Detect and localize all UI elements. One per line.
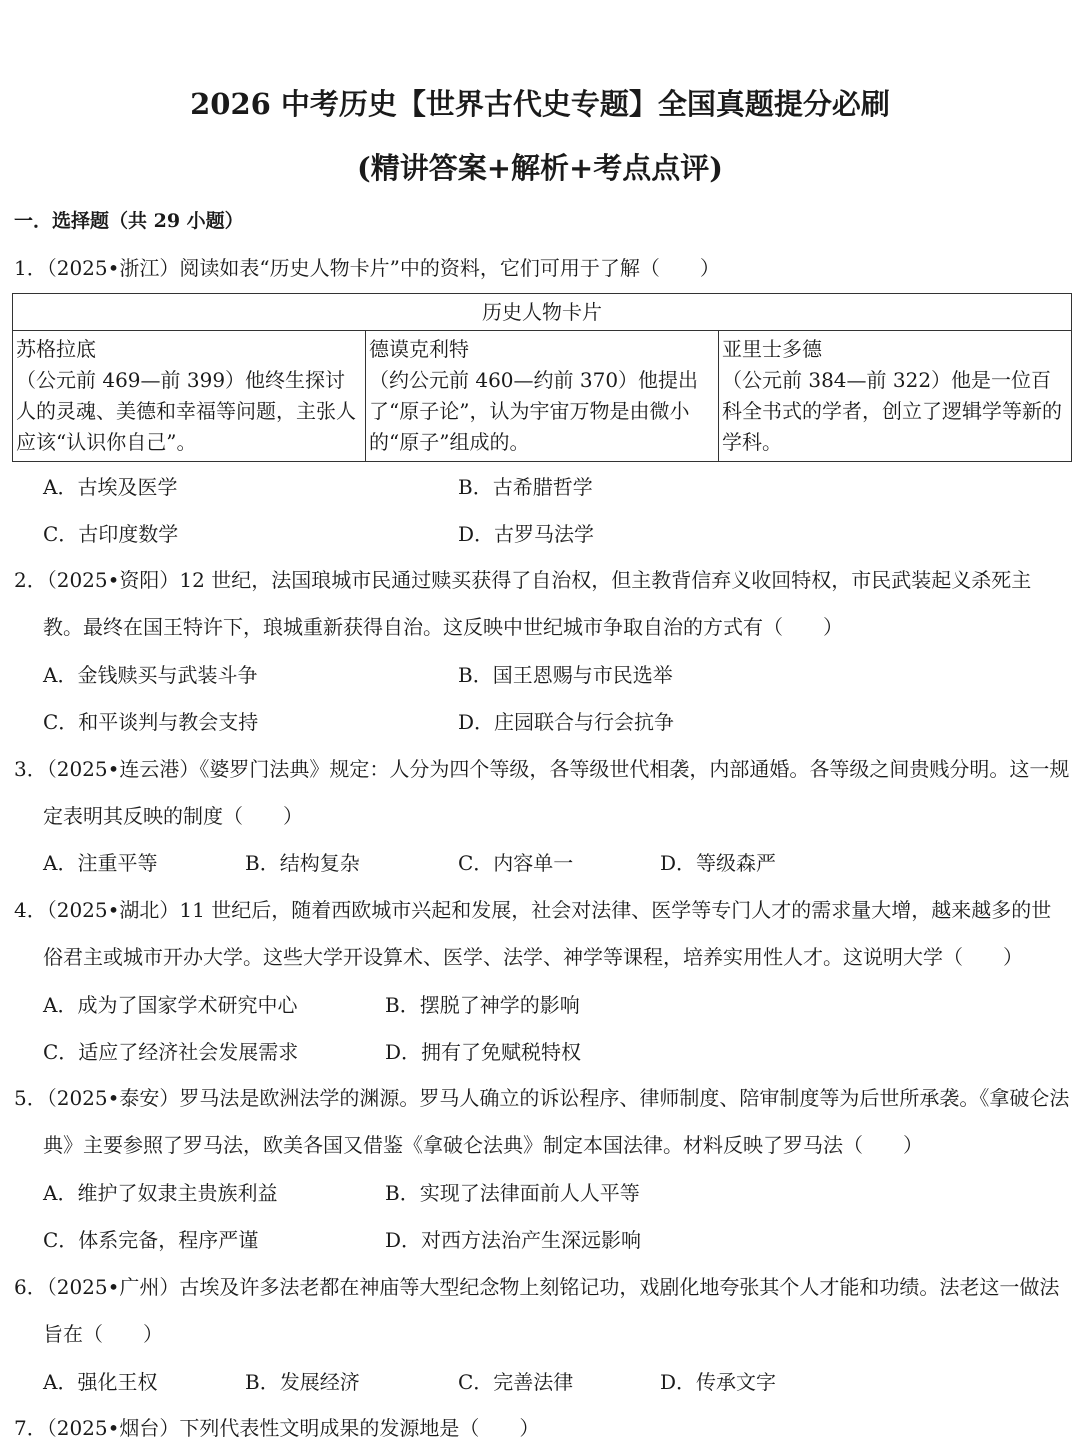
table-cell-democritus xyxy=(366,331,719,462)
q5-option-a[interactable]: A．维护了奴隶主贵族利益 xyxy=(43,1181,278,1205)
question-6-stem: 6．（2025•广州）古埃及许多法老都在神庙等大型纪念物上刻铭记功，戏剧化地夸张其个人才能和功绩。法老这一做法旨在（ ） xyxy=(14,1275,1060,1346)
figure-name: 亚里士多德 xyxy=(722,337,822,361)
figure-name: 德谟克利特 xyxy=(369,337,469,361)
figure-description: （公元前 384—前 322）他是一位百科全书式的学者，创立了逻辑学等新的学科。 xyxy=(722,368,1062,454)
figure-name: 苏格拉底 xyxy=(16,337,96,361)
figure-description: （约公元前 460—约前 370）他提出了“原子论”，认为宇宙万物是由微小的“原子”组成的。 xyxy=(369,368,699,454)
page-title: 2026 中考历史【世界古代史专题】全国真题提分必刷 xyxy=(190,87,890,121)
q3-option-a[interactable]: A．注重平等 xyxy=(43,851,158,875)
q4-option-a[interactable]: A．成为了国家学术研究中心 xyxy=(43,993,298,1017)
question-3-stem: 3．（2025•连云港）《婆罗门法典》规定：人分为四个等级，各等级世代相袭，内部通婚。各等级之间贵贱分明。这一规定表明其反映的制度（ ） xyxy=(14,757,1070,828)
section-heading: 一．选择题（共 29 小题） xyxy=(14,210,244,232)
q5-option-b[interactable]: B．实现了法律面前人人平等 xyxy=(385,1181,640,1205)
q6-option-c[interactable]: C．完善法律 xyxy=(458,1370,574,1394)
q1-option-c[interactable]: C．古印度数学 xyxy=(43,522,179,546)
q3-option-d[interactable]: D．等级森严 xyxy=(660,851,777,875)
q6-option-d[interactable]: D．传承文字 xyxy=(660,1370,777,1394)
question-1-stem: 1．（2025•浙江）阅读如表“历史人物卡片”中的资料，它们可用于了解（ ） xyxy=(14,256,720,280)
table-title: 历史人物卡片 xyxy=(13,294,1072,331)
q3-option-c[interactable]: C．内容单一 xyxy=(458,851,574,875)
q1-option-d[interactable]: D．古罗马法学 xyxy=(458,522,595,546)
page-subtitle: (精讲答案+解析+考点点评) xyxy=(356,151,724,185)
q2-option-d[interactable]: D．庄园联合与行会抗争 xyxy=(458,710,675,734)
question-2-stem: 2．（2025•资阳）12 世纪，法国琅城市民通过赎买获得了自治权，但主教背信弃义收回特权，市民武装起义杀死主教。最终在国王特许下，琅城重新获得自治。这反映中世纪城市争取自治的方式有（ ） xyxy=(14,568,1032,639)
q4-option-c[interactable]: C．适应了经济社会发展需求 xyxy=(43,1040,299,1064)
question-7-stem: 7．（2025•烟台）下列代表性文明成果的发源地是（ ） xyxy=(14,1416,540,1440)
table-cell-aristotle xyxy=(719,331,1072,462)
q5-option-c[interactable]: C．体系完备，程序严谨 xyxy=(43,1228,259,1252)
figure-description: （公元前 469—前 399）他终生探讨人的灵魂、美德和幸福等问题，主张人应该“认识你自己”。 xyxy=(16,368,356,454)
q2-option-a[interactable]: A．金钱赎买与武装斗争 xyxy=(43,663,258,687)
q2-option-b[interactable]: B．国王恩赐与市民选举 xyxy=(458,663,673,687)
table-cell-socrates xyxy=(13,331,366,462)
q1-option-a[interactable]: A．古埃及医学 xyxy=(43,475,178,499)
q6-option-a[interactable]: A．强化王权 xyxy=(43,1370,158,1394)
q1-option-b[interactable]: B．古希腊哲学 xyxy=(458,475,593,499)
q5-option-d[interactable]: D．对西方法治产生深远影响 xyxy=(385,1228,642,1252)
q4-option-b[interactable]: B．摆脱了神学的影响 xyxy=(385,993,580,1017)
q4-option-d[interactable]: D．拥有了免赋税特权 xyxy=(385,1040,582,1064)
history-figure-card-table xyxy=(12,293,1072,462)
question-4-stem: 4．（2025•湖北）11 世纪后，随着西欧城市兴起和发展，社会对法律、医学等专门人才的需求量大增，越来越多的世俗君主或城市开办大学。这些大学开设算术、医学、法学、神学等课程，培养实用性人才。这说明大学（ ） xyxy=(14,898,1052,969)
q3-option-b[interactable]: B．结构复杂 xyxy=(245,851,360,875)
question-5-stem: 5．（2025•泰安）罗马法是欧洲法学的渊源。罗马人确立的诉讼程序、律师制度、陪审制度等为后世所承袭。《拿破仑法典》主要参照了罗马法，欧美各国又借鉴《拿破仑法典》制定本国法律。材料反映了罗马法（ ） xyxy=(14,1086,1070,1157)
q6-option-b[interactable]: B．发展经济 xyxy=(245,1370,360,1394)
q2-option-c[interactable]: C．和平谈判与教会支持 xyxy=(43,710,259,734)
